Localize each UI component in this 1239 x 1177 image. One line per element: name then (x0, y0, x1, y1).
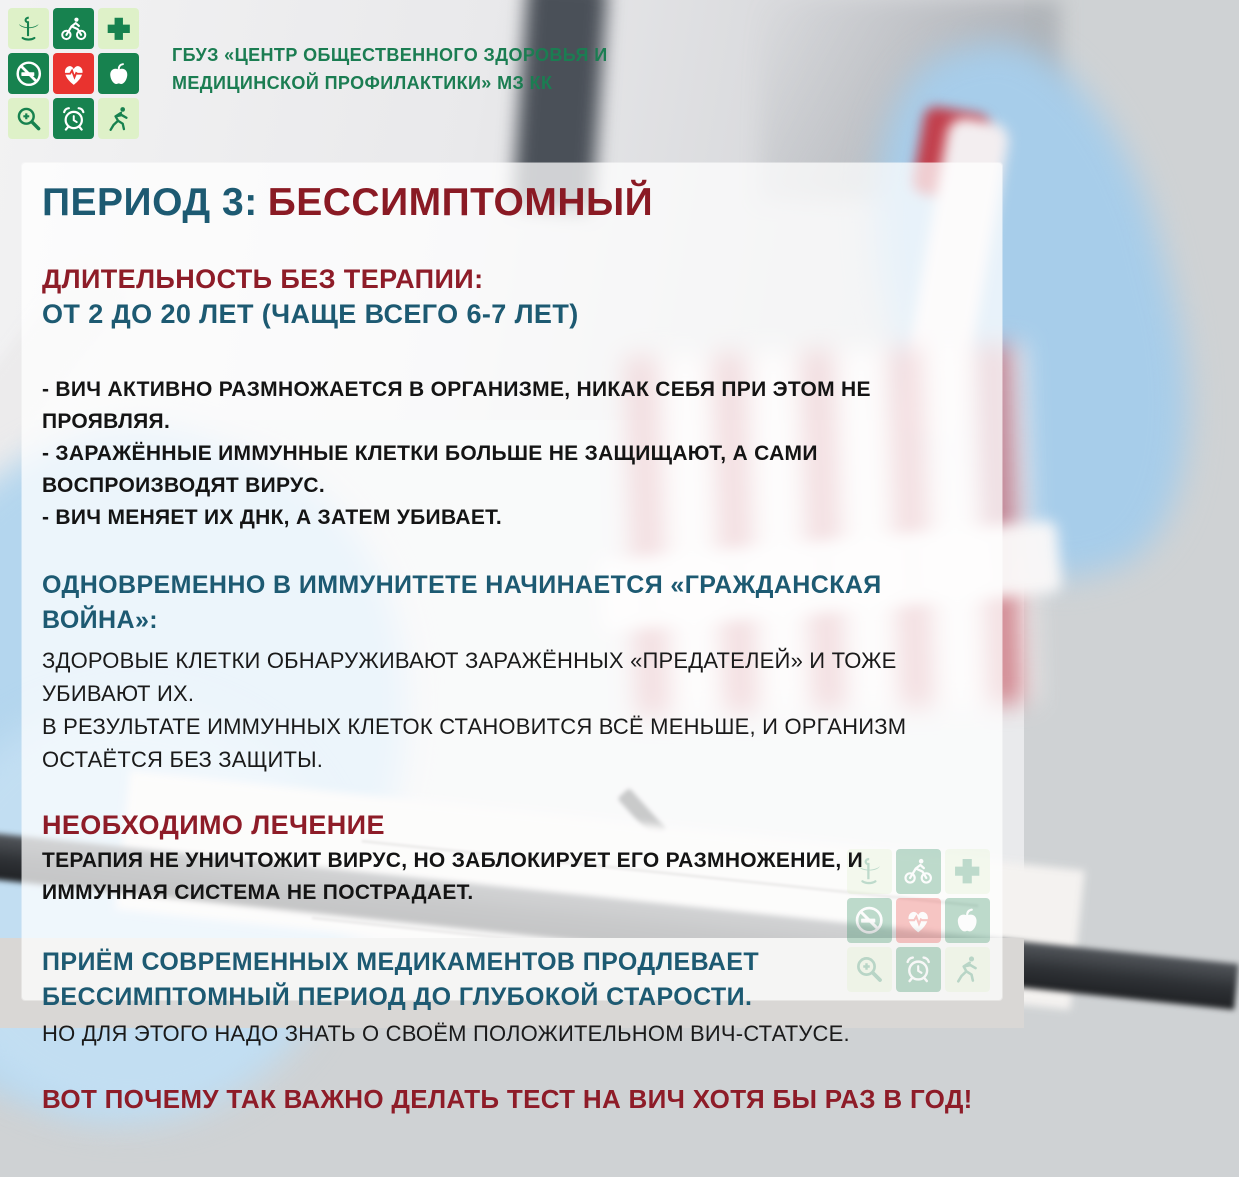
section-medication (42, 945, 980, 1050)
org-name (172, 42, 608, 98)
org-name-line1: ГБУЗ «ЦЕНТР ОБЩЕСТВЕННОГО ЗДОРОВЬЯ И (172, 45, 608, 65)
fact-item: - ВИЧ АКТИВНО РАЗМНОЖАЕТСЯ В ОРГАНИЗМЕ, НИКАК СЕБЯ ПРИ ЭТОМ НЕ ПРОЯВЛЯЯ. (42, 378, 871, 434)
section-treatment (42, 808, 980, 909)
medication-body: НО ДЛЯ ЭТОГО НАДО ЗНАТЬ О СВОЁМ ПОЛОЖИТЕЛЬНОМ ВИЧ-СТАТУСЕ. (42, 1020, 850, 1046)
medication-heading: ПРИЁМ СОВРЕМЕННЫХ МЕДИКАМЕНТОВ ПРОДЛЕВАЕТ БЕССИМПТОМНЫЙ ПЕРИОД ДО ГЛУБОКОЙ СТАРОСТИ. (42, 947, 759, 1011)
section-civil-war (42, 568, 980, 776)
section-facts (42, 374, 980, 534)
panel-content (22, 163, 1002, 1115)
magnifier-plus-icon (8, 98, 49, 139)
duration-heading: ДЛИТЕЛЬНОСТЬ БЕЗ ТЕРАПИИ: (42, 263, 484, 294)
org-logo (8, 8, 139, 139)
duration-value: ОТ 2 ДО 20 ЛЕТ (ЧАЩЕ ВСЕГО 6-7 ЛЕТ) (42, 299, 579, 330)
org-name-line2: МЕДИЦИНСКОЙ ПРОФИЛАКТИКИ» МЗ КК (172, 72, 553, 93)
runner-icon (98, 98, 139, 139)
civil-war-heading: ОДНОВРЕМЕННО В ИММУНИТЕТЕ НАЧИНАЕТСЯ «ГРАЖДАНСКАЯ ВОЙНА»: (42, 570, 882, 634)
civil-war-body-1: ЗДОРОВЫЕ КЛЕТКИ ОБНАРУЖИВАЮТ ЗАРАЖЁННЫХ «ПРЕДАТЕЛЕЙ» И ТОЖЕ УБИВАЮТ ИХ. (42, 647, 897, 706)
header (0, 0, 1024, 150)
page-title (42, 183, 980, 224)
cyclist-icon (53, 8, 94, 49)
civil-war-body-2: В РЕЗУЛЬТАТЕ ИММУННЫХ КЛЕТОК СТАНОВИТСЯ ВСЁ МЕНЬШЕ, И ОРГАНИЗМ ОСТАЁТСЯ БЕЗ ЗАЩИТЫ. (42, 713, 907, 772)
fact-item: - ВИЧ МЕНЯЕТ ИХ ДНК, А ЗАТЕМ УБИВАЕТ. (42, 505, 503, 529)
alarm-clock-icon (53, 98, 94, 139)
test-callout: ВОТ ПОЧЕМУ ТАК ВАЖНО ДЕЛАТЬ ТЕСТ НА ВИЧ ХОТЯ БЫ РАЗ В ГОД! (42, 1083, 973, 1114)
medical-cross-icon (98, 8, 139, 49)
bowl-of-hygieia-icon (8, 8, 49, 49)
treatment-heading: НЕОБХОДИМО ЛЕЧЕНИЕ (42, 809, 385, 840)
title-period: ПЕРИОД 3: (42, 181, 258, 224)
civil-war-body (42, 644, 942, 776)
title-asymptomatic: БЕССИМПТОМНЫЙ (267, 181, 654, 224)
apple-icon (98, 53, 139, 94)
section-duration (42, 262, 980, 332)
fact-item: - ЗАРАЖЁННЫЕ ИММУННЫЕ КЛЕТКИ БОЛЬШЕ НЕ ЗАЩИЩАЮТ, А САМИ ВОСПРОИЗВОДЯТ ВИРУС. (42, 441, 818, 497)
treatment-body: ТЕРАПИЯ НЕ УНИЧТОЖИТ ВИРУС, НО ЗАБЛОКИРУЕТ ЕГО РАЗМНОЖЕНИЕ, И ИММУННАЯ СИСТЕМА НЕ ПОСТРАДАЕТ. (42, 848, 864, 904)
content-panel (22, 163, 1002, 1114)
no-smoking-icon (8, 53, 49, 94)
heart-pulse-icon (53, 53, 94, 94)
